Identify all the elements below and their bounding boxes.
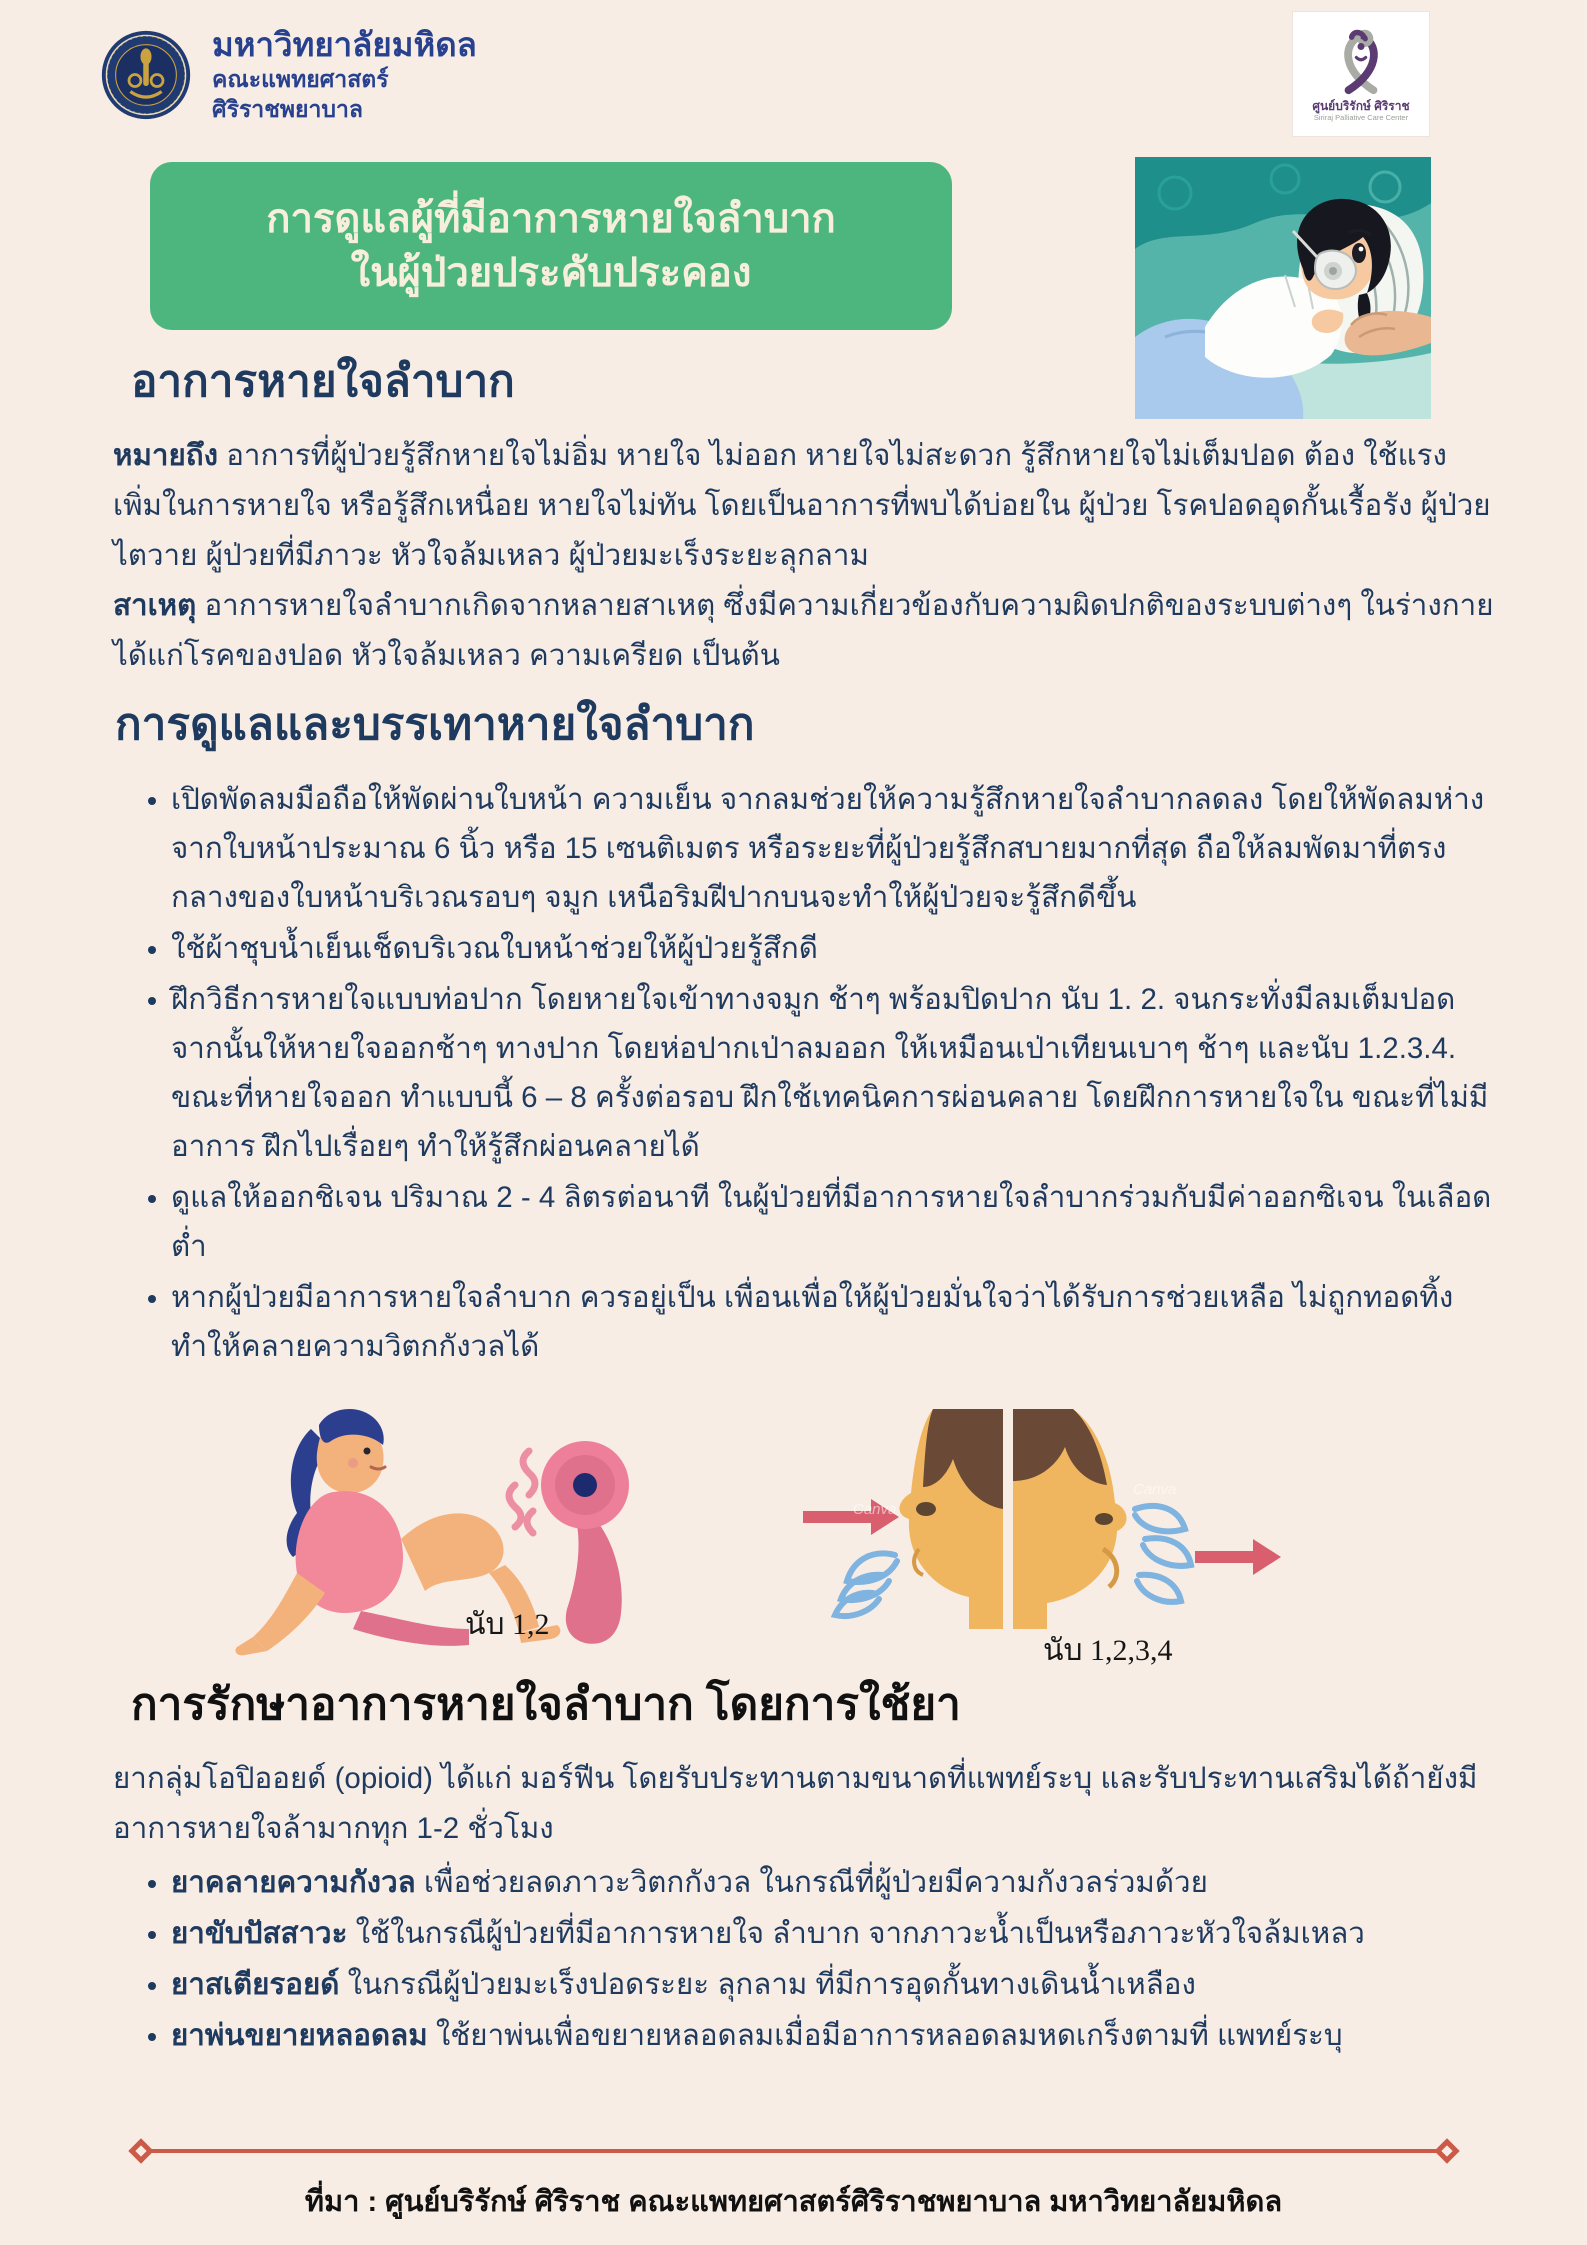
drug-bullet (171, 1960, 1495, 2009)
definition-text: อาการที่ผู้ป่วยรู้สึกหายใจไม่อิ่ม หายใจ ไม่ออก หายใจไม่สะดวก รู้สึกหายใจไม่เต็มปอด ต้อง ใช้แรงเพิ่มในการหายใจ หรือรู้สึกเหนื่อย หายใจไม่ทัน โดยเป็นอาการที่พบได้บ่อยใน ผู้ป่วย โรคปอดอุดกั้นเรื้อรัง ผู้ป่วยไตวาย ผู้ป่วยที่มีภาวะ หัวใจล้มเหลว ผู้ป่วยมะเร็งระยะลุกลาม (113, 439, 1491, 573)
watermark-text: Canva (1133, 1480, 1177, 1498)
palliative-ribbon-icon (1322, 18, 1400, 100)
care-bullet-text: เปิดพัดลมมือถือให้พัดผ่านใบหน้า ความเย็น จากลมช่วยให้ความรู้สึกหายใจลำบากลดลง โดยให้พัดลมห่างจากใบหน้าประมาณ 6 นิ้ว หรือ 15 เซนติเมตร หรือระยะที่ผู้ป่วยรู้สึกสบายมากที่สุด ถือให้ลมพัดมาที่ตรงกลางของใบหน้าบริเวณรอบๆ จมูก เหนือริมฝีปากบนจะทำให้ผู้ป่วยจะรู้สึกดีขึ้น (171, 782, 1485, 914)
drug-bullet (171, 1858, 1495, 1907)
university-hospital: ศิริราชพยาบาล (212, 96, 363, 123)
cause-text: อาการหายใจลำบากเกิดจากหลายสาเหตุ ซึ่งมีความเกี่ยวข้องกับความผิดปกติของระบบต่างๆ ในร่างกายได้แก่โรคของปอด หัวใจล้มเหลว ความเครียด เป็นต้น (113, 589, 1494, 673)
care-bullet-text: ใช้ผ้าชุบน้ำเย็นเช็ดบริเวณใบหน้าช่วยให้ผู้ป่วยรู้สึกดี (171, 931, 818, 965)
medication-intro: ยากลุ่มโอปิออยด์ (opioid) ได้แก่ มอร์ฟีน โดยรับประทานตามขนาดที่แพทย์ระบุ และรับประทานเสริมได้ถ้ายังมีอาการหายใจล้ามากทุก 1-2 ชั่วโมง (113, 1762, 1478, 1846)
title-line-1: การดูแลผู้ที่มีอาการหายใจลำบาก (266, 197, 836, 241)
title-banner (150, 162, 952, 330)
care-bullet (171, 775, 1495, 922)
care-heading: การดูแลและบรรเทาหายใจลำบาก (115, 700, 755, 750)
drug-name: ยาขับปัสสาวะ (171, 1917, 348, 1951)
care-bullet (171, 975, 1495, 1171)
university-name: มหาวิทยาลัยมหิดล (212, 26, 477, 63)
symptom-cause (113, 581, 1495, 681)
main-content (113, 352, 1495, 2062)
center-name-english: Siriraj Palliative Care Center (1313, 113, 1409, 123)
drug-bullet (171, 2011, 1495, 2060)
drug-description: ในกรณีผู้ป่วยมะเร็งปอดระยะ ลุกลาม ที่มีการอุดกั้นทางเดินน้ำเหลือง (339, 1968, 1196, 2002)
care-bullet-text: ดูแลให้ออกชิเจน ปริมาณ 2 - 4 ลิตรต่อนาที ในผู้ป่วยที่มีอาการหายใจลำบากร่วมกับมีค่าออกซิเจน ในเลือดต่ำ (171, 1180, 1492, 1263)
medication-heading: การรักษาอาการหายใจลำบาก โดยการใช้ยา (131, 1679, 961, 1729)
title-line-2: ในผู้ป่วยประคับประคอง (350, 251, 752, 295)
inhale-count-label: นับ 1,2 (465, 1607, 550, 1641)
mahidol-emblem-icon (100, 29, 192, 121)
drug-description: เพื่อช่วยลดภาวะวิตกกังวล ในกรณีที่ผู้ป่วยมีความกังวลร่วมด้วย (415, 1866, 1208, 1900)
drug-description: ใช้ในกรณีผู้ป่วยที่มีอาการหายใจ ลำบาก จากภาวะน้ำเป็นหรือภาวะหัวใจล้มเหลว (347, 1917, 1365, 1951)
cause-lead: สาเหตุ (113, 589, 197, 623)
symptom-definition (113, 431, 1495, 581)
drug-name: ยาสเตียรอยด์ (171, 1968, 340, 2002)
care-bullet-text: หากผู้ป่วยมีอาการหายใจลำบาก ควรอยู่เป็น เพื่อนเพื่อให้ผู้ป่วยมั่นใจว่าได้รับการช่วยเหลือ ไม่ถูกทอดทิ้ง ทำให้คลายความวิตกกังวลได้ (171, 1280, 1454, 1363)
care-bullet (171, 1173, 1495, 1271)
care-bullet (171, 924, 1495, 973)
breathing-faces-icon (683, 1389, 1323, 1671)
footer-divider (126, 2138, 1462, 2164)
center-name-thai: ศูนย์บริรักษ์ ศิริราช (1312, 99, 1410, 113)
drug-description: ใช้ยาพ่นเพื่อขยายหลอดลมเมื่อมีอาการหลอดลมหดเกร็งตามที่ แพทย์ระบุ (427, 2019, 1343, 2053)
exhale-count-label: นับ 1,2,3,4 (1043, 1633, 1173, 1667)
symptom-heading: อาการหายใจลำบาก (131, 357, 515, 406)
source-attribution: ที่มา : ศูนย์บริรักษ์ ศิริราช คณะแพทยศาสตร์ศิริราชพยาบาล มหาวิทยาลัยมหิดล (304, 2186, 1283, 2218)
drug-name: ยาคลายความกังวล (171, 1866, 416, 1900)
university-text (212, 24, 477, 125)
care-bullet (171, 1273, 1495, 1371)
care-bullet-text: ฝึกวิธีการหายใจแบบท่อปาก โดยหายใจเข้าทางจมูก ช้าๆ พร้อมปิดปาก นับ 1. 2. จนกระทั่งมีลมเต็มปอด จากนั้นให้หายใจออกช้าๆ ทางปาก โดยห่อปากเป่าลมออก ให้เหมือนเป่าเทียนเบาๆ ช้าๆ และนับ 1.2.3.4. ขณะที่หายใจออก ทำแบบนี้ 6 – 8 ครั้งต่อรอบ ฝึกใช้เทคนิคการผ่อนคลาย โดยฝึกการหายใจใน ขณะที่ไม่มีอาการ ฝึกไปเรื่อยๆ ทำให้รู้สึกผ่อนคลายได้ (171, 982, 1489, 1163)
definition-lead: หมายถึง (113, 439, 219, 473)
drug-bullet (171, 1909, 1495, 1958)
university-faculty: คณะแพทยศาสตร์ (212, 66, 389, 93)
medication-bullet-list (113, 1858, 1495, 2060)
breathing-illustrations (113, 1389, 1495, 1671)
care-bullet-list (113, 775, 1495, 1371)
drug-name: ยาพ่นขยายหลอดลม (171, 2019, 428, 2053)
university-header (100, 24, 477, 125)
watermark-text: Canva (853, 1500, 897, 1518)
palliative-center-logo-card (1293, 12, 1429, 136)
